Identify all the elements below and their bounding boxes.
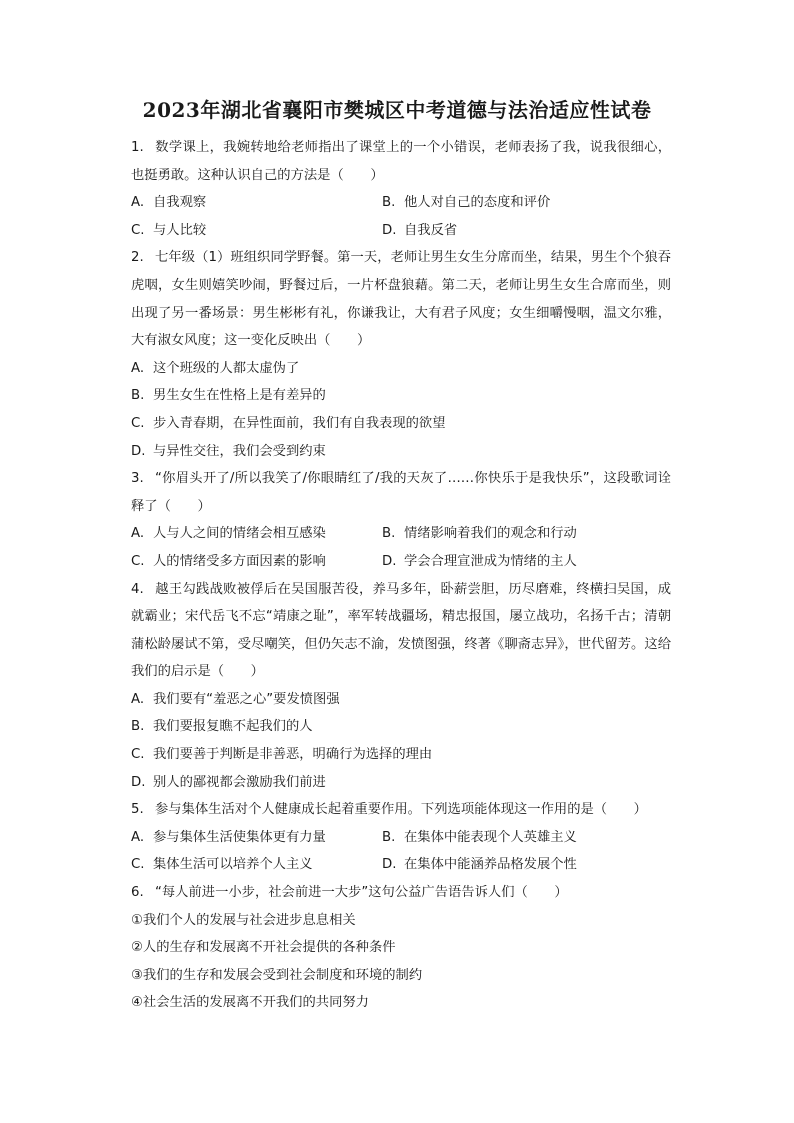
option-d: D. 学会合理宣泄成为情绪的主人 <box>382 553 577 569</box>
option-b: B. 在集体中能表现个人英雄主义 <box>382 829 577 845</box>
options <box>131 189 671 244</box>
question-5 <box>131 796 671 879</box>
question-number: 4. <box>131 581 144 597</box>
question-stem <box>131 796 671 824</box>
statement-4: ④社会生活的发展离不开我们的共同努力 <box>131 995 369 1011</box>
question-text: “每人前进一小步，社会前进一大步”这句公益广告语告诉人们（ ） <box>155 885 568 901</box>
option-b: B. 他人对自己的态度和评价 <box>382 195 551 211</box>
option-d: D. 自我反省 <box>382 222 458 238</box>
option-b: B. 男生女生在性格上是有差异的 <box>131 388 326 404</box>
option-b: B. 我们要报复瞧不起我们的人 <box>131 719 313 735</box>
option-c: C. 人的情绪受多方面因素的影响 <box>131 553 326 569</box>
question-text: 越王勾践战败被俘后在吴国服苦役，养马多年，卧薪尝胆，历尽磨难，终横扫吴国，成就霸业；宋代岳飞不忘“靖康之耻”，率军转战疆场，精忠报国，屡立战功，名扬千古；清朝蒲松龄屡试不第，受尽嘲笑，但仍矢志不渝，发愤图强，终著《聊斋志异》，世代留芳。这给我们的启示是（ ） <box>131 581 671 680</box>
statement-1: ①我们个人的发展与社会进步息息相关 <box>131 912 356 928</box>
question-number: 3. <box>131 471 144 487</box>
statements <box>131 907 671 1017</box>
question-stem <box>131 576 671 686</box>
option-c: C. 集体生活可以培养个人主义 <box>131 857 313 873</box>
question-text: 数学课上，我婉转地给老师指出了课堂上的一个小错误，老师表扬了我，说我很细心，也挺勇敢。这种认识自己的方法是（ ） <box>131 140 671 183</box>
question-stem <box>131 244 671 354</box>
question-stem <box>131 879 671 907</box>
question-6 <box>131 879 671 1017</box>
options <box>131 520 671 575</box>
option-a: A. 这个班级的人都太虚伪了 <box>131 360 300 376</box>
question-number: 2. <box>131 250 144 266</box>
option-d: D. 在集体中能涵养品格发展个性 <box>382 857 577 873</box>
option-b: B. 情绪影响着我们的观念和行动 <box>382 526 577 542</box>
options <box>131 686 671 796</box>
question-text: 七年级（1）班组织同学野餐。第一天，老师让男生女生分席而坐，结果，男生个个狼吞虎咽，女生则嬉笑吵闹，野餐过后，一片杯盘狼藉。第二天，老师让男生女生合席而坐，则出现了另一番场景：男生彬彬有礼，你谦我让，大有君子风度；女生细嚼慢咽，温文尔雅，大有淑女风度；这一变化反映出（ ） <box>131 250 671 349</box>
question-text: 参与集体生活对个人健康成长起着重要作用。下列选项能体现这一作用的是（ ） <box>155 802 647 818</box>
options <box>131 355 671 465</box>
question-1 <box>131 134 671 244</box>
option-a: A. 人与人之间的情绪会相互感染 <box>131 526 326 542</box>
statement-3: ③我们的生存和发展会受到社会制度和环境的制约 <box>131 967 423 983</box>
option-c: C. 与人比较 <box>131 222 207 238</box>
question-number: 5. <box>131 802 144 818</box>
question-4 <box>131 576 671 797</box>
option-a: A. 我们要有“羞恶之心”要发愤图强 <box>131 691 340 707</box>
question-number: 1. <box>131 140 144 155</box>
options <box>131 824 671 879</box>
option-d: D. 别人的鄙视都会激励我们前进 <box>131 774 326 790</box>
question-stem <box>131 465 671 520</box>
option-a: A. 自我观察 <box>131 195 207 211</box>
option-c: C. 我们要善于判断是非善恶，明确行为选择的理由 <box>131 747 433 763</box>
question-2 <box>131 244 671 465</box>
question-number: 6. <box>131 885 144 901</box>
question-stem <box>131 134 671 189</box>
question-text: “你眉头开了/所以我笑了/你眼睛红了/我的天灰了……你快乐于是我快乐”，这段歌词诠释了（ ） <box>131 471 671 514</box>
option-a: A. 参与集体生活使集体更有力量 <box>131 829 326 845</box>
page-title: 2023年湖北省襄阳市樊城区中考道德与法治适应性试卷 <box>142 98 652 122</box>
question-list <box>131 134 671 1017</box>
option-d: D. 与异性交往，我们会受到约束 <box>131 443 326 459</box>
question-3 <box>131 465 671 575</box>
statement-2: ②人的生存和发展离不开社会提供的各种条件 <box>131 940 396 956</box>
option-c: C. 步入青春期，在异性面前，我们有自我表现的欲望 <box>131 415 446 431</box>
